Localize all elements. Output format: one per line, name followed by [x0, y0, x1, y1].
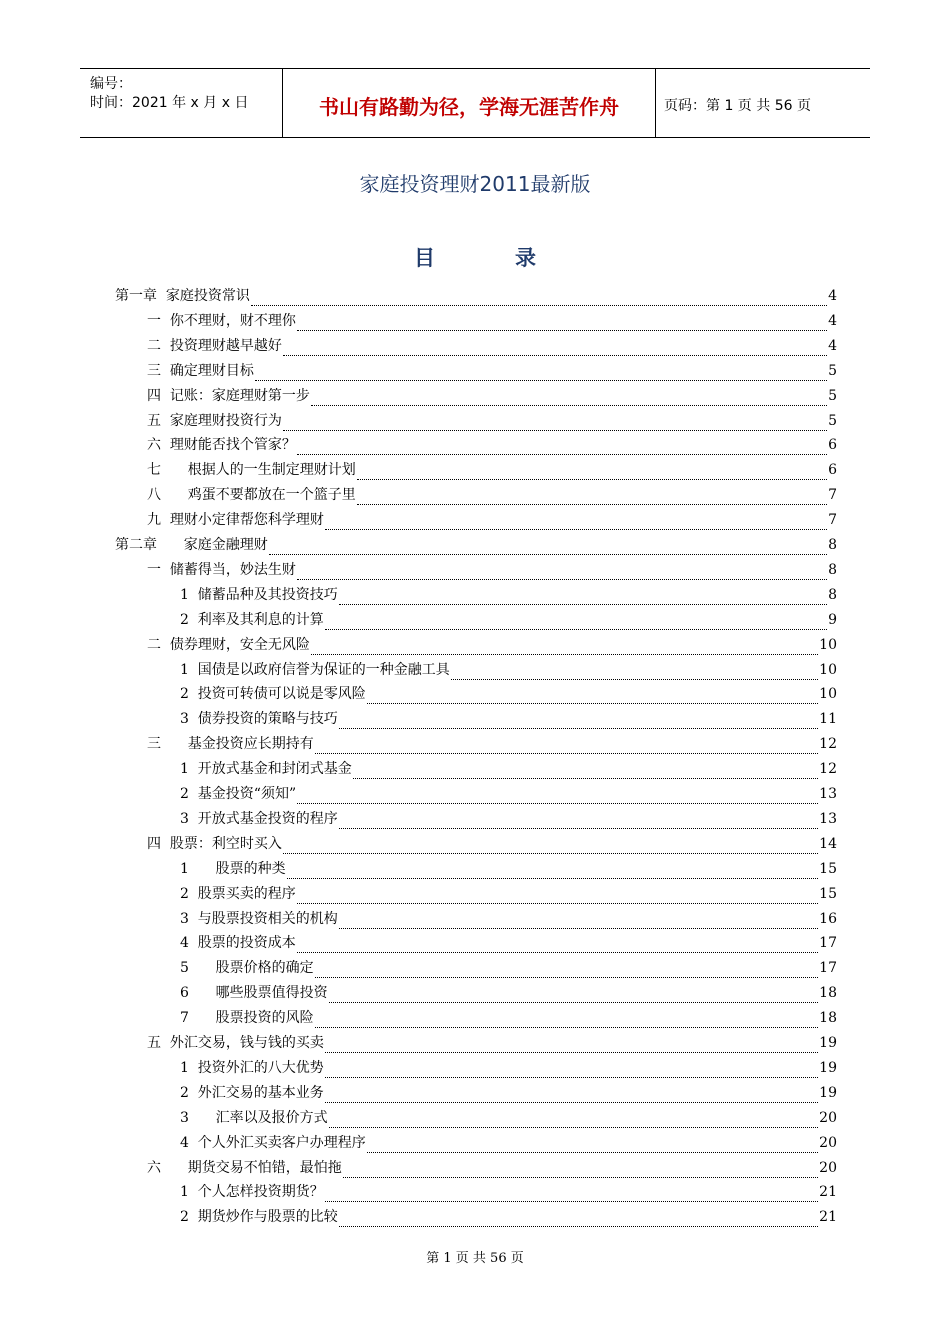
toc-leader-dots: [339, 928, 818, 929]
toc-entry-label: 3 开放式基金投资的程序: [180, 810, 338, 827]
toc-entry[interactable]: [147, 459, 837, 484]
toc-leader-dots: [325, 1052, 818, 1053]
toc-leader-dots: [297, 803, 818, 804]
toc-entry-label: 第一章 家庭投资常识: [115, 288, 250, 304]
toc-leader-dots: [311, 654, 818, 655]
toc-entry[interactable]: [147, 509, 837, 534]
toc-entry[interactable]: [147, 733, 837, 758]
toc-entry-label: 2 基金投资“须知”: [180, 786, 297, 802]
toc-entry-label: 1 国债是以政府信誉为保证的一种金融工具: [180, 661, 450, 678]
toc-leader-dots: [343, 1177, 818, 1178]
toc-entry-page: 15: [819, 885, 837, 902]
toc-entry-page: 8: [828, 586, 837, 603]
toc-leader-dots: [357, 479, 827, 480]
toc-entry-page: 15: [819, 860, 837, 877]
toc-entry-label: 四 股票：利空时买入: [147, 835, 282, 852]
toc-entry-label: 一 储蓄得当，妙法生财: [147, 561, 296, 578]
toc-entry-page: 12: [819, 736, 837, 753]
toc-entry-label: 八 鸡蛋不要都放在一个篮子里: [147, 487, 356, 504]
toc-entry-page: 13: [819, 810, 837, 827]
page-footer: 第 1 页 共 56 页: [426, 1251, 524, 1266]
toc-entry[interactable]: [147, 634, 837, 659]
toc-leader-dots: [367, 1152, 818, 1153]
toc-entry-label: 七 根据人的一生制定理财计划: [147, 462, 356, 479]
toc-entry-page: 10: [819, 686, 837, 703]
toc-leader-dots: [297, 330, 827, 331]
page-info: 页码：第 1 页 共 56 页: [664, 98, 811, 114]
toc-entry[interactable]: [147, 833, 837, 858]
toc-entry-page: 8: [828, 537, 837, 553]
toc-leader-dots: [297, 952, 818, 953]
toc-entry[interactable]: [180, 659, 837, 684]
toc-entry-page: 18: [819, 1010, 837, 1027]
toc-entry-label: 5 股票价格的确定: [180, 960, 314, 977]
toc-entry[interactable]: [147, 360, 837, 385]
toc-leader-dots: [325, 529, 827, 530]
toc-entry[interactable]: [147, 434, 837, 459]
toc-entry[interactable]: [180, 982, 837, 1007]
toc-entry[interactable]: [180, 609, 837, 634]
toc-entry-page: 13: [819, 786, 837, 802]
toc-entry-label: 3 与股票投资相关的机构: [180, 910, 338, 927]
motto-text: 书山有路勤为径，学海无涯苦作舟: [319, 95, 619, 119]
toc-entry-page: 6: [828, 462, 837, 479]
toc-entry-page: 20: [819, 1109, 837, 1126]
toc-entry[interactable]: [180, 683, 837, 708]
toc-entry-page: 18: [819, 985, 837, 1002]
toc-entry[interactable]: [115, 285, 837, 310]
document-title: 家庭投资理财2011最新版: [359, 172, 591, 196]
toc-entry-label: 九 理财小定律帮您科学理财: [147, 512, 324, 529]
toc-leader-dots: [339, 1226, 818, 1227]
toc-entry-page: 17: [819, 935, 837, 952]
toc-entry-page: 16: [819, 910, 837, 927]
toc-leader-dots: [367, 703, 818, 704]
toc-entry-label: 三 确定理财目标: [147, 362, 254, 379]
toc-leader-dots: [325, 1077, 818, 1078]
toc-entry-page: 9: [828, 611, 837, 628]
toc-entry-label: 二 投资理财越早越好: [147, 337, 282, 354]
header-motto-cell: [282, 69, 656, 137]
toc-entry-page: 7: [828, 487, 837, 504]
toc-leader-dots: [339, 728, 818, 729]
toc-leader-dots: [325, 1102, 818, 1103]
toc-leader-dots: [315, 753, 818, 754]
toc-entry-label: 1 储蓄品种及其投资技巧: [180, 586, 338, 603]
toc-entry[interactable]: [115, 534, 837, 559]
toc-entry-page: 14: [819, 835, 837, 852]
toc-entry-label: 1 投资外汇的八大优势: [180, 1059, 324, 1076]
toc-entry-label: 2 利率及其利息的计算: [180, 611, 324, 628]
toc-entry[interactable]: [180, 1082, 837, 1107]
toc-entry-label: 2 投资可转债可以说是零风险: [180, 686, 366, 703]
toc-entry-label: 二 债券理财，安全无风险: [147, 636, 310, 653]
toc-entry-label: 4 个人外汇买卖客户办理程序: [180, 1134, 366, 1151]
toc-entry-label: 7 股票投资的风险: [180, 1010, 314, 1027]
toc-entry[interactable]: [147, 335, 837, 360]
toc-leader-dots: [339, 604, 827, 605]
toc-entry-label: 三 基金投资应长期持有: [147, 736, 314, 753]
toc-entry-page: 17: [819, 960, 837, 977]
toc-leader-dots: [329, 1002, 819, 1003]
toc-leader-dots: [353, 778, 818, 779]
toc-entry[interactable]: [147, 310, 837, 335]
toc-leader-dots: [311, 405, 827, 406]
toc-entry-page: 19: [819, 1084, 837, 1101]
header-page-cell: [655, 69, 870, 137]
toc-leader-dots: [287, 878, 819, 879]
toc-entry-page: 19: [819, 1035, 837, 1051]
toc-entry[interactable]: [180, 1206, 837, 1231]
toc-leader-dots: [297, 903, 818, 904]
toc-leader-dots: [269, 554, 827, 555]
toc-entry[interactable]: [180, 584, 837, 609]
toc-entry-page: 20: [819, 1134, 837, 1151]
toc-entry-page: 5: [828, 362, 837, 379]
toc-entry-page: 7: [828, 512, 837, 529]
toc-entry-page: 5: [828, 412, 837, 429]
toc-entry[interactable]: [180, 908, 837, 933]
toc-leader-dots: [283, 853, 818, 854]
toc-entry-page: 19: [819, 1059, 837, 1076]
toc-leader-dots: [325, 1201, 818, 1202]
toc-entry[interactable]: [180, 783, 837, 808]
toc-entry-page: 5: [828, 387, 837, 404]
toc-entry-label: 3 债券投资的策略与技巧: [180, 711, 338, 728]
toc-entry-label: 五 外汇交易，钱与钱的买卖: [147, 1035, 324, 1051]
toc-entry-page: 10: [819, 636, 837, 653]
toc-entry[interactable]: [147, 1032, 837, 1057]
toc-leader-dots: [283, 355, 827, 356]
toc-entry[interactable]: [180, 858, 837, 883]
toc-entry[interactable]: [180, 1007, 837, 1032]
toc-entry-page: 10: [819, 661, 837, 678]
toc-entry-page: 4: [828, 312, 837, 329]
toc-entry[interactable]: [180, 957, 837, 982]
toc-entry-label: 6 哪些股票值得投资: [180, 985, 328, 1002]
toc-entry[interactable]: [147, 410, 837, 435]
toc-entry-label: 1 股票的种类: [180, 860, 286, 877]
toc-entry-page: 21: [819, 1184, 837, 1201]
toc-entry-label: 1 开放式基金和封闭式基金: [180, 761, 352, 778]
toc-leader-dots: [297, 579, 827, 580]
toc-entry[interactable]: [147, 484, 837, 509]
toc-leader-dots: [339, 828, 818, 829]
toc-entry[interactable]: [180, 1057, 837, 1082]
toc-leader-dots: [357, 504, 827, 505]
toc-entry-page: 11: [819, 711, 837, 728]
toc-entry-label: 四 记账：家庭理财第一步: [147, 387, 310, 404]
toc-entry-label: 第二章 家庭金融理财: [115, 537, 268, 553]
toc-entry[interactable]: [180, 883, 837, 908]
document-header: [80, 68, 870, 138]
toc-leader-dots: [255, 380, 827, 381]
toc-entry-label: 2 期货炒作与股票的比较: [180, 1209, 338, 1226]
toc-entry-label: 2 外汇交易的基本业务: [180, 1084, 324, 1101]
toc-entry[interactable]: [180, 708, 837, 733]
toc-entry[interactable]: [147, 385, 837, 410]
toc-entry[interactable]: [180, 1181, 837, 1206]
toc-entry[interactable]: [180, 932, 837, 957]
toc-entry[interactable]: [147, 559, 837, 584]
toc-entry-page: 20: [819, 1159, 837, 1176]
time-label: 时间：2021 年 x 月 x 日: [90, 95, 249, 111]
toc-leader-dots: [283, 430, 827, 431]
toc-entry[interactable]: [180, 808, 837, 833]
toc-leader-dots: [329, 1127, 819, 1128]
number-label: 编号：: [90, 76, 132, 92]
toc-entry[interactable]: [180, 758, 837, 783]
toc-entry-label: 一 你不理财，财不理你: [147, 312, 296, 329]
toc-entry-label: 4 股票的投资成本: [180, 935, 296, 952]
toc-entry-page: 12: [819, 761, 837, 778]
toc-leader-dots: [451, 679, 818, 680]
toc-entry[interactable]: [180, 1132, 837, 1157]
toc-entry-label: 六 期货交易不怕错，最怕拖: [147, 1159, 342, 1176]
toc-leader-dots: [297, 454, 827, 455]
toc-leader-dots: [315, 1027, 819, 1028]
toc-entry-label: 1 个人怎样投资期货？: [180, 1184, 324, 1201]
header-meta-cell: [80, 69, 282, 137]
toc-leader-dots: [251, 305, 827, 306]
toc-entry-label: 3 汇率以及报价方式: [180, 1109, 328, 1126]
toc-entry-label: 六 理财能否找个管家？: [147, 437, 296, 454]
toc-entry-label: 2 股票买卖的程序: [180, 885, 296, 902]
toc-leader-dots: [325, 629, 827, 630]
toc-entry-page: 6: [828, 437, 837, 454]
toc-entry-page: 4: [828, 337, 837, 354]
toc-entry-label: 五 家庭理财投资行为: [147, 412, 282, 429]
toc-heading: 目录: [414, 246, 616, 270]
toc-entry-page: 8: [828, 561, 837, 578]
toc-entry-page: 21: [819, 1209, 837, 1226]
toc-entry-page: 4: [828, 288, 837, 304]
toc-entry[interactable]: [147, 1157, 837, 1182]
toc-entry[interactable]: [180, 1107, 837, 1132]
toc-leader-dots: [315, 977, 819, 978]
